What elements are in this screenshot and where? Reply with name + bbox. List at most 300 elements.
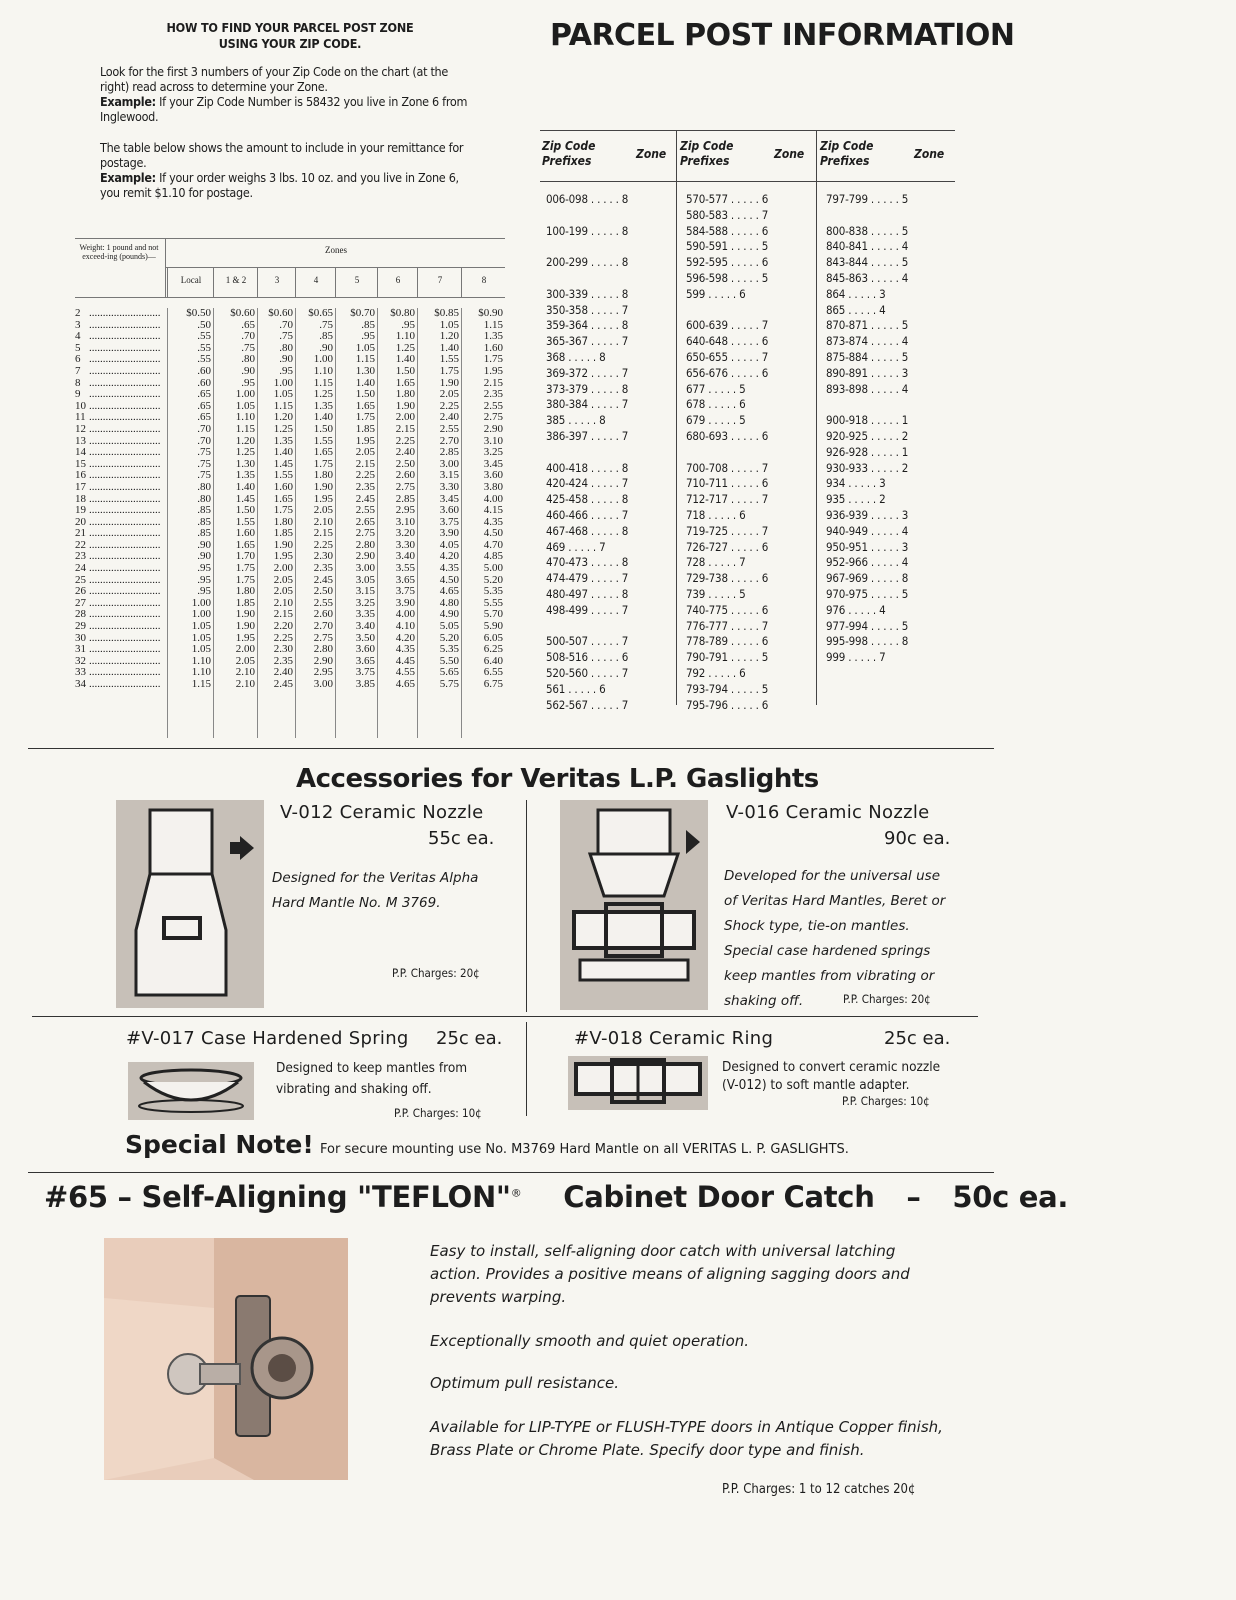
rate-cell: .75	[319, 318, 333, 331]
rate-cell: .65	[197, 411, 211, 424]
v016-description: Developed for the universal use of Veritas Hard Mantles, Beret or Shock type, tie-on mantles. Special case hardened springs keep mantles from vibrating or shaking off.	[724, 868, 946, 1009]
rate-cell: 1.15	[313, 376, 333, 389]
zip-entry: 460-466 . . . . . 7	[546, 508, 629, 522]
rate-cell: 1.50	[235, 504, 255, 517]
rate-cell: 2.35	[483, 388, 503, 401]
rate-cell: 2.85	[439, 446, 459, 459]
weight-cell: 19	[75, 505, 86, 517]
rate-cell: 3.15	[355, 585, 375, 598]
zone-label: 4	[295, 267, 336, 297]
rate-cell: 4.05	[439, 538, 459, 551]
rate-cell: 2.90	[483, 422, 503, 435]
zip-entry: 596-598 . . . . . 5	[686, 271, 769, 285]
rate-cell: 2.05	[355, 446, 375, 459]
weight-cell: 9	[75, 389, 81, 401]
rate-cell: 1.90	[313, 480, 333, 493]
weight-cell: 18	[75, 493, 86, 505]
v012-nozzle-photo	[116, 800, 264, 1008]
weight-cell: 34	[75, 679, 86, 690]
rate-cell: 1.35	[483, 330, 503, 343]
zip-entry: 584-588 . . . . . 6	[686, 223, 769, 238]
rate-cell: 3.65	[395, 573, 415, 586]
rate-cell: .90	[241, 364, 255, 377]
accessories-title: Accessories for Veritas L.P. Gaslights	[296, 764, 819, 794]
rate-row: 21 .......................... .85 1.60 1.85 2.15 2.75 3.20 3.90 4.50	[75, 527, 503, 540]
zone-label: 1 & 2	[213, 267, 258, 297]
rate-cell: 2.10	[313, 515, 333, 528]
rate-cell: .65	[197, 399, 211, 412]
rate-cell: 3.85	[355, 678, 375, 690]
rate-cell: 3.05	[355, 573, 375, 586]
zip-entry: 999 . . . . . 7	[826, 650, 886, 665]
rate-cell: 1.50	[313, 422, 333, 435]
rate-row: 27 .......................... 1.00 1.85 2.10 2.55 3.25 3.90 4.80 5.55	[75, 596, 503, 609]
zip-entry: 200-299 . . . . . 8	[546, 255, 629, 270]
zip-entry: 726-727 . . . . . 6	[686, 539, 769, 554]
zip-entry: 995-998 . . . . . 8	[826, 634, 909, 649]
v012-name: V-012 Ceramic Nozzle	[280, 802, 484, 823]
rate-cell: 1.40	[355, 376, 375, 389]
rate-cell: 1.10	[191, 666, 211, 679]
zone-instructions	[100, 20, 480, 200]
rate-cell: 2.20	[273, 620, 293, 633]
rate-cell: 4.35	[395, 643, 415, 656]
rate-cell: 2.80	[355, 538, 375, 551]
weight-cell: 5	[75, 342, 81, 354]
rate-cell: 1.75	[235, 562, 255, 575]
rate-cell: $0.60	[230, 307, 255, 319]
zone-label: Local	[167, 267, 214, 297]
rate-cell: 2.75	[395, 480, 415, 493]
rate-cell: 3.45	[483, 457, 503, 470]
rate-row: 19 .......................... .85 1.50 1.75 2.05 2.55 2.95 3.60 4.15	[75, 504, 503, 517]
zip-entry: 365-367 . . . . . 7	[546, 334, 629, 349]
rate-cell: 1.75	[235, 573, 255, 586]
zip-entry: 843-844 . . . . . 5	[826, 255, 909, 270]
zip-entry: 935 . . . . . 2	[826, 492, 886, 507]
rate-cell: 1.00	[235, 388, 255, 401]
rate-cell: 4.15	[483, 504, 503, 517]
zip-entry: 729-738 . . . . . 6	[686, 571, 769, 586]
rate-cell: 1.20	[235, 434, 255, 447]
weight-cell: 22	[75, 539, 86, 551]
weight-cell: 32	[75, 655, 86, 667]
rate-cell: 5.05	[439, 620, 459, 633]
rate-cell: 3.40	[355, 620, 375, 633]
rate-row: 15 .......................... .75 1.30 1.45 1.75 2.15 2.50 3.00 3.45	[75, 457, 503, 470]
rate-cell: 1.05	[355, 341, 375, 354]
rate-cell: .90	[319, 341, 333, 354]
rate-cell: 1.70	[235, 550, 255, 563]
zone-label: 7	[417, 267, 462, 297]
rate-cell: 1.15	[355, 353, 375, 366]
weight-cell: 2	[75, 308, 81, 319]
rate-cell: $0.50	[186, 307, 211, 319]
zip-entry: 520-560 . . . . . 7	[546, 666, 629, 680]
rate-cell: 1.15	[483, 318, 503, 331]
zip-entry: 740-775 . . . . . 6	[686, 602, 769, 617]
zip-entry: 934 . . . . . 3	[826, 476, 886, 491]
rate-cell: 2.95	[313, 666, 333, 679]
rate-cell: .95	[279, 364, 293, 377]
zip-entry: 870-871 . . . . . 5	[826, 318, 909, 333]
rate-cell: .70	[197, 422, 211, 435]
rate-cell: 1.00	[191, 596, 211, 609]
rate-cell: 3.10	[395, 515, 415, 528]
catch-pp-charges: P.P. Charges: 1 to 12 catches 20¢	[722, 1482, 916, 1497]
weight-cell: 14	[75, 447, 86, 459]
rate-row: 3 .......................... .50 .65 .70 .75 .85 .95 1.05 1.15	[75, 318, 503, 331]
v017-spring-photo	[128, 1062, 254, 1120]
zones-header: Zones	[325, 245, 347, 255]
v018-ring-photo	[568, 1056, 708, 1110]
zip-entry: 467-468 . . . . . 8	[546, 523, 629, 538]
zip-entry: 677 . . . . . 5	[686, 381, 746, 396]
rate-cell: 1.65	[355, 399, 375, 412]
rate-cell: 6.75	[483, 678, 503, 690]
rate-cell: 2.35	[355, 480, 375, 493]
rate-cell: 3.80	[483, 480, 503, 493]
weight-cell: 33	[75, 667, 86, 679]
rate-cell: 2.60	[395, 469, 415, 482]
rate-cell: 1.85	[355, 422, 375, 435]
rate-cell: 1.90	[235, 608, 255, 621]
zip-entry: 100-199 . . . . . 8	[546, 223, 629, 238]
rate-cell: 2.85	[395, 492, 415, 505]
zip-entry: 498-499 . . . . . 7	[546, 602, 629, 617]
weight-cell: 13	[75, 435, 86, 447]
zip-entry: 920-925 . . . . . 2	[826, 429, 909, 443]
rate-cell: 4.55	[395, 666, 415, 679]
rate-cell: .95	[197, 585, 211, 598]
rate-row: 20 .......................... .85 1.55 1.80 2.10 2.65 3.10 3.75 4.35	[75, 515, 503, 528]
rate-cell: 2.45	[355, 492, 375, 505]
rate-cell: .75	[241, 341, 255, 354]
rate-row: 25 .......................... .95 1.75 2.05 2.45 3.05 3.65 4.50 5.20	[75, 573, 503, 586]
rate-row: 34 .......................... 1.15 2.10 2.45 3.00 3.85 4.65 5.75 6.75	[75, 678, 503, 690]
rate-row: 18 .......................... .80 1.45 1.65 1.95 2.45 2.85 3.45 4.00	[75, 492, 503, 505]
rate-cell: 4.50	[483, 527, 503, 540]
rate-cell: 4.35	[483, 515, 503, 528]
zip-entry: 875-884 . . . . . 5	[826, 350, 909, 364]
zip-entry: 385 . . . . . 8	[546, 413, 606, 428]
weight-cell: 28	[75, 609, 86, 621]
zip-entry: 359-364 . . . . . 8	[546, 318, 629, 333]
weight-cell: 23	[75, 551, 86, 563]
v017-name: #V-017 Case Hardened Spring	[126, 1028, 409, 1049]
rate-cell: 2.00	[395, 411, 415, 424]
rate-cell: 1.80	[395, 388, 415, 401]
v018-pp-charges: P.P. Charges: 10¢	[842, 1094, 930, 1108]
rate-cell: .65	[241, 318, 255, 331]
zone-label: 3	[257, 267, 296, 297]
zip-entry: 300-339 . . . . . 8	[546, 286, 629, 301]
zip-entry: 778-789 . . . . . 6	[686, 634, 769, 649]
rate-cell: 3.25	[483, 446, 503, 459]
rate-cell: .80	[197, 480, 211, 493]
rate-cell: 3.75	[355, 666, 375, 679]
zip-entry: 369-372 . . . . . 7	[546, 365, 629, 380]
rate-cell: 5.35	[483, 585, 503, 598]
zip-entry: 845-863 . . . . . 4	[826, 271, 909, 285]
rate-cell: 4.00	[483, 492, 503, 505]
rate-row: 28 .......................... 1.00 1.90 2.15 2.60 3.35 4.00 4.90 5.70	[75, 608, 503, 621]
rate-cell: 1.55	[235, 515, 255, 528]
rate-cell: 1.30	[355, 364, 375, 377]
zip-entry: 728 . . . . . 7	[686, 555, 746, 570]
rate-row: 12 .......................... .70 1.15 1.25 1.50 1.85 2.15 2.55 2.90	[75, 422, 503, 435]
rate-cell: 1.25	[395, 341, 415, 354]
rate-cell: 2.40	[439, 411, 459, 424]
rate-cell: 1.25	[273, 422, 293, 435]
rate-cell: 4.65	[439, 585, 459, 598]
weight-cell: 27	[75, 597, 86, 609]
rate-cell: 2.30	[273, 643, 293, 656]
rate-cell: 1.05	[439, 318, 459, 331]
v017-description: Designed to keep mantles from vibrating and shaking off.	[276, 1060, 468, 1097]
rate-cell: 1.35	[313, 399, 333, 412]
zip-entry: 793-794 . . . . . 5	[686, 681, 769, 696]
rate-row: 7 .......................... .60 .90 .95 1.10 1.30 1.50 1.75 1.95	[75, 364, 503, 377]
rate-cell: $0.65	[308, 307, 333, 319]
rate-cell: 2.45	[273, 678, 293, 690]
rate-cell: 2.70	[439, 434, 459, 447]
rate-cell: 2.25	[355, 469, 375, 482]
rate-table-body	[75, 308, 505, 691]
special-note-title: Special Note!	[125, 1130, 314, 1159]
rate-cell: .90	[279, 353, 293, 366]
rate-cell: .80	[241, 353, 255, 366]
rate-cell: .90	[197, 538, 211, 551]
rate-cell: 5.70	[483, 608, 503, 621]
weight-cell: 24	[75, 563, 86, 575]
zip-entry: 678 . . . . . 6	[686, 397, 746, 412]
zip-entry: 792 . . . . . 6	[686, 666, 746, 680]
rate-cell: 1.95	[355, 434, 375, 447]
zip-entry: 739 . . . . . 5	[686, 587, 746, 601]
rate-row: 32 .......................... 1.10 2.05 2.35 2.90 3.65 4.45 5.50 6.40	[75, 654, 503, 667]
rate-cell: 1.90	[395, 399, 415, 412]
rate-cell: 1.05	[191, 631, 211, 644]
rate-cell: 2.90	[313, 654, 333, 667]
weight-cell: 4	[75, 331, 81, 343]
door-catch-photo	[104, 1238, 348, 1480]
zip-entry: 950-951 . . . . . 3	[826, 539, 909, 554]
rate-cell: 4.45	[395, 654, 415, 667]
rate-cell: 3.60	[439, 504, 459, 517]
zip-entry: 776-777 . . . . . 7	[686, 618, 769, 633]
rate-cell: .70	[241, 330, 255, 343]
v017-pp-charges: P.P. Charges: 10¢	[394, 1106, 482, 1120]
rate-cell: 3.00	[313, 678, 333, 690]
rate-row: 2 .......................... $0.50 $0.60 $0.60 $0.65 $0.70 $0.80 $0.85 $0.90	[75, 307, 503, 319]
weight-cell: 16	[75, 470, 86, 482]
rate-cell: 1.05	[191, 643, 211, 656]
rate-row: 9 .......................... .65 1.00 1.05 1.25 1.50 1.80 2.05 2.35	[75, 388, 503, 401]
rate-cell: 2.15	[355, 457, 375, 470]
rate-cell: .70	[279, 318, 293, 331]
zip-entry: 795-796 . . . . . 6	[686, 697, 769, 712]
zip-entry: 006-098 . . . . . 8	[546, 192, 629, 206]
rate-cell: 4.85	[483, 550, 503, 563]
rate-cell: 4.65	[395, 678, 415, 690]
weight-cell: 12	[75, 423, 86, 435]
rate-cell: 4.50	[439, 573, 459, 586]
zip-entry: 400-418 . . . . . 8	[546, 460, 629, 475]
rate-cell: 3.60	[355, 643, 375, 656]
rate-cell: .85	[197, 527, 211, 540]
rate-row: 8 .......................... .60 .95 1.00 1.15 1.40 1.65 1.90 2.15	[75, 376, 503, 389]
weight-cell: 25	[75, 574, 86, 586]
rate-cell: .60	[197, 376, 211, 389]
rate-cell: 3.15	[439, 469, 459, 482]
rate-cell: 1.95	[273, 550, 293, 563]
rate-cell: 3.75	[439, 515, 459, 528]
rate-cell: 4.80	[439, 596, 459, 609]
rate-row: 4 .......................... .55 .70 .75 .85 .95 1.10 1.20 1.35	[75, 330, 503, 343]
rate-cell: .75	[197, 457, 211, 470]
rate-cell: 2.10	[273, 596, 293, 609]
rate-cell: 5.50	[439, 654, 459, 667]
rate-row: 6 .......................... .55 .80 .90 1.00 1.15 1.40 1.55 1.75	[75, 353, 503, 366]
rate-cell: 1.40	[235, 480, 255, 493]
rate-cell: .80	[197, 492, 211, 505]
instructions-para2: The table below shows the amount to include in your remittance for postage.	[100, 140, 464, 170]
rate-cell: 3.60	[483, 469, 503, 482]
rate-row: 26 .......................... .95 1.80 2.05 2.50 3.15 3.75 4.65 5.35	[75, 585, 503, 598]
rate-cell: 3.65	[355, 654, 375, 667]
weight-cell: 29	[75, 621, 86, 633]
rate-cell: 3.00	[355, 562, 375, 575]
zip-entry: 480-497 . . . . . 8	[546, 587, 629, 601]
rate-cell: 1.10	[395, 330, 415, 343]
rate-cell: 2.05	[273, 573, 293, 586]
rate-cell: 2.75	[355, 527, 375, 540]
v018-name: #V-018 Ceramic Ring	[574, 1028, 774, 1049]
rate-cell: .80	[279, 341, 293, 354]
rate-cell: 3.30	[439, 480, 459, 493]
rate-cell: 2.00	[273, 562, 293, 575]
rate-cell: 1.05	[191, 620, 211, 633]
zip-entry: 386-397 . . . . . 7	[546, 429, 629, 443]
zip-entry: 474-479 . . . . . 7	[546, 571, 629, 586]
rate-cell: .95	[197, 573, 211, 586]
zip-entry: 976 . . . . . 4	[826, 602, 886, 617]
rate-cell: 4.00	[395, 608, 415, 621]
rate-row: 31 .......................... 1.05 2.00 2.30 2.80 3.60 4.35 5.35 6.25	[75, 643, 503, 656]
zip-entry: 656-676 . . . . . 6	[686, 365, 769, 380]
rate-cell: 2.05	[313, 504, 333, 517]
rate-cell: 2.15	[313, 527, 333, 540]
rate-row: 17 .......................... .80 1.40 1.60 1.90 2.35 2.75 3.30 3.80	[75, 480, 503, 493]
rate-cell: 1.90	[439, 376, 459, 389]
rate-cell: 2.05	[273, 585, 293, 598]
weight-cell: 11	[75, 412, 86, 424]
rate-cell: 2.05	[439, 388, 459, 401]
weight-cell: 15	[75, 458, 86, 470]
zip-entry: 508-516 . . . . . 6	[546, 650, 629, 665]
rate-cell: 3.55	[395, 562, 415, 575]
rate-cell: 5.35	[439, 643, 459, 656]
rate-cell: 4.20	[439, 550, 459, 563]
rate-cell: .70	[197, 434, 211, 447]
rate-cell: 1.40	[313, 411, 333, 424]
zip-entry: 350-358 . . . . . 7	[546, 302, 629, 317]
rate-cell: 4.35	[439, 562, 459, 575]
zip-entry: 680-693 . . . . . 6	[686, 429, 769, 443]
rate-cell: 3.50	[355, 631, 375, 644]
zip-entry: 893-898 . . . . . 4	[826, 381, 909, 396]
rate-cell: 2.25	[439, 399, 459, 412]
rate-row: 33 .......................... 1.10 2.10 2.40 2.95 3.75 4.55 5.65 6.55	[75, 666, 503, 679]
rate-cell: 1.75	[439, 364, 459, 377]
rate-cell: 3.25	[355, 596, 375, 609]
rate-cell: 2.90	[355, 550, 375, 563]
instructions-title: HOW TO FIND YOUR PARCEL POST ZONE USING YOUR ZIP CODE.	[166, 20, 414, 51]
rate-cell: 3.20	[395, 527, 415, 540]
rate-cell: 2.50	[395, 457, 415, 470]
rate-cell: 1.35	[273, 434, 293, 447]
zip-entry: 380-384 . . . . . 7	[546, 397, 629, 412]
rate-cell: 1.55	[273, 469, 293, 482]
zip-entry: 599 . . . . . 6	[686, 286, 746, 301]
rate-cell: 1.95	[313, 492, 333, 505]
rate-cell: 1.45	[235, 492, 255, 505]
zip-entry: 936-939 . . . . . 3	[826, 508, 909, 522]
zip-entry: 700-708 . . . . . 7	[686, 460, 769, 475]
rate-cell: 2.55	[355, 504, 375, 517]
rate-cell: 5.00	[483, 562, 503, 575]
special-note-text: For secure mounting use No. M3769 Hard Mantle on all VERITAS L. P. GASLIGHTS.	[320, 1142, 849, 1157]
rate-cell: 2.75	[313, 631, 333, 644]
zip-entry: 865 . . . . . 4	[826, 302, 886, 317]
zip-entry: 710-711 . . . . . 6	[686, 476, 769, 491]
rate-cell: .85	[361, 318, 375, 331]
zip-entry: 561 . . . . . 6	[546, 681, 606, 696]
zip-entry: 718 . . . . . 6	[686, 508, 746, 522]
v012-price: 55c ea.	[428, 828, 495, 849]
rate-cell: 4.70	[483, 538, 503, 551]
rate-cell: $0.70	[350, 307, 375, 319]
rate-cell: 2.55	[313, 596, 333, 609]
zip-entry: 592-595 . . . . . 6	[686, 255, 769, 270]
rate-cell: $0.90	[478, 307, 503, 319]
weight-cell: 21	[75, 528, 86, 540]
rate-cell: 1.75	[355, 411, 375, 424]
weight-cell: 17	[75, 481, 86, 493]
rate-cell: 2.05	[235, 654, 255, 667]
zip-entry: 500-507 . . . . . 7	[546, 634, 629, 649]
rate-cell: 1.20	[273, 411, 293, 424]
rate-cell: .55	[197, 330, 211, 343]
rate-cell: 1.60	[483, 341, 503, 354]
rate-cell: 3.45	[439, 492, 459, 505]
zip-entry: 900-918 . . . . . 1	[826, 413, 909, 428]
rate-cell: 1.85	[235, 596, 255, 609]
zip-entry: 790-791 . . . . . 5	[686, 650, 769, 665]
rate-cell: 2.35	[313, 562, 333, 575]
instructions-para1: Look for the first 3 numbers of your Zip Code on the chart (at the right) read across to determine your Zone.	[100, 64, 449, 94]
rate-cell: .60	[197, 364, 211, 377]
rate-cell: 1.05	[235, 399, 255, 412]
zip-entry: 600-639 . . . . . 7	[686, 318, 769, 333]
rate-cell: 2.25	[395, 434, 415, 447]
rate-cell: 3.30	[395, 538, 415, 551]
rate-cell: 2.65	[355, 515, 375, 528]
rate-cell: 2.50	[313, 585, 333, 598]
rate-cell: 2.55	[483, 399, 503, 412]
weight-cell: 8	[75, 377, 81, 389]
